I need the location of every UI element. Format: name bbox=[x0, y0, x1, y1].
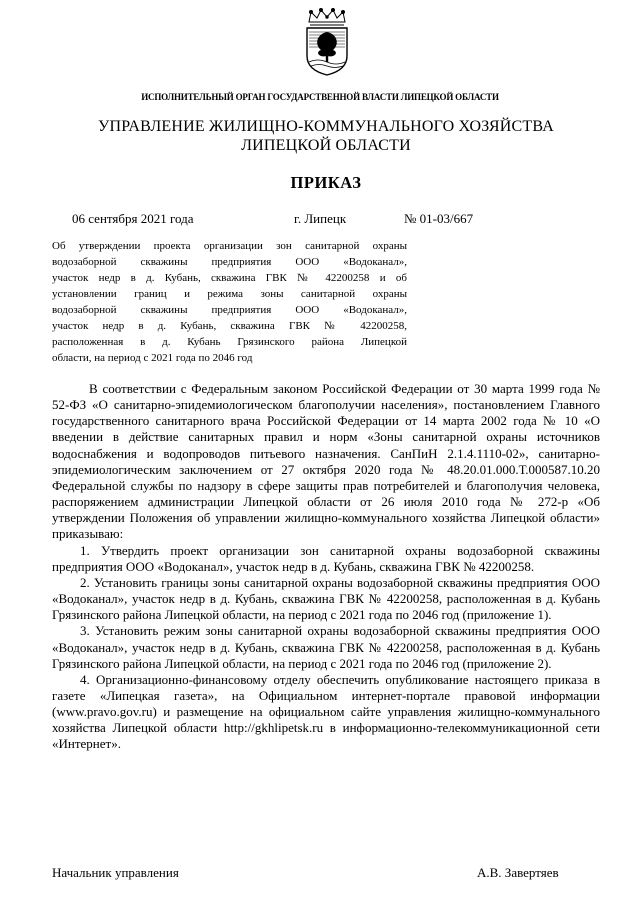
order-item-1: 1. Утвердить проект организации зон санитарной охраны водозаборной скважины предприятия ООО «Водоканал», участок недр в д. Кубань, скважина ГВК № 42200258. bbox=[52, 542, 600, 574]
subject-line: Об утверждении проекта организации зон санитарной охраны bbox=[52, 240, 407, 252]
subject-line: установлении границ и режима зоны санитарной охраны bbox=[52, 288, 407, 300]
order-item-2: 2. Установить границы зоны санитарной охраны водозаборной скважины предприятия ООО «Водоканал», участок недр в д. Кубань, скважина ГВК № 42200258, расположенная в д. Кубань Грязинского района Липецкой области, на период с 2021 года по 2046 год (приложение 1). bbox=[52, 574, 600, 623]
signatory-title: Начальник управления bbox=[52, 865, 179, 880]
subject-line: водозаборной скважины предприятия ООО «Водоканал», bbox=[52, 304, 407, 316]
preamble-paragraph: В соответствии с Федеральным законом Российской Федерации от 30 марта 1999 года № 52-ФЗ «О санитарно-эпидемиологическом благополучии населения», постановлением Главного государственного санитарного врача Российской Федерации от 14 марта 2002 года № 10 «О введении в действие санитарных правил и норм «Зоны санитарной охраны источников водоснабжения и водопроводов питьевого назначения. СанПиН 2.1.4.1110-02», санитарно-эпидемиологическим заключением от 27 октября 2020 года № 48.20.01.000.Т.000587.10.20 Федеральной службы по надзору в сфере защиты прав потребителей и благополучия человека, распоряжением администрации Липецкой области от 26 июля 2010 года № 272-р «Об утверждении Положения об управлении жилищно-коммунального хозяйства Липецкой области» приказываю: bbox=[52, 381, 600, 542]
subject-line: участок недр в д. Кубань, скважина ГВК № 42200258 и об bbox=[52, 272, 407, 284]
order-subject bbox=[52, 238, 407, 366]
subject-line: расположенная в д. Кубань Грязинского района Липецкой bbox=[52, 336, 407, 348]
order-body bbox=[52, 381, 600, 753]
department-title-line2: ЛИПЕЦКОЙ ОБЛАСТИ bbox=[241, 137, 411, 154]
order-item-3: 3. Установить режим зоны санитарной охраны водозаборной скважины предприятия ООО «Водоканал», участок недр в д. Кубань, скважина ГВК № 42200258, расположенная в д. Кубань Грязинского района Липецкой области, на период с 2021 года по 2046 год (приложение 2). bbox=[52, 623, 600, 671]
subject-line: области, на период с 2021 года по 2046 год bbox=[52, 352, 253, 364]
order-date: 06 сентября 2021 года bbox=[72, 211, 194, 226]
order-item-4: 4. Организационно-финансовому отделу обеспечить опубликование настоящего приказа в газете «Липецкая газета», на Официальном интернет-портале правовой информации (www.pravo.gov.ru) и размещение на официальном сайте управления жилищно-коммунального хозяйства Липецкой области http://gkhlipetsk.ru в информационно-телекоммуникационной сети «Интернет». bbox=[52, 671, 600, 752]
subject-line: участок недр в д. Кубань, скважина ГВК № 42200258, bbox=[52, 320, 407, 332]
department-title bbox=[0, 117, 640, 155]
lipetsk-coat-of-arms-icon bbox=[301, 8, 353, 76]
signatory-name: А.В. Завертяев bbox=[477, 865, 559, 880]
order-city: г. Липецк bbox=[294, 211, 347, 226]
authority-name: ИСПОЛНИТЕЛЬНЫЙ ОРГАН ГОСУДАРСТВЕННОЙ ВЛАСТИ ЛИПЕЦКОЙ ОБЛАСТИ bbox=[141, 92, 499, 102]
order-number: № 01-03/667 bbox=[404, 211, 474, 226]
subject-line: водозаборной скважины предприятия ООО «Водоканал», bbox=[52, 256, 407, 268]
document-type: ПРИКАЗ bbox=[290, 173, 362, 192]
department-title-line1: УПРАВЛЕНИЕ ЖИЛИЩНО-КОММУНАЛЬНОГО ХОЗЯЙСТВА bbox=[97, 118, 554, 135]
